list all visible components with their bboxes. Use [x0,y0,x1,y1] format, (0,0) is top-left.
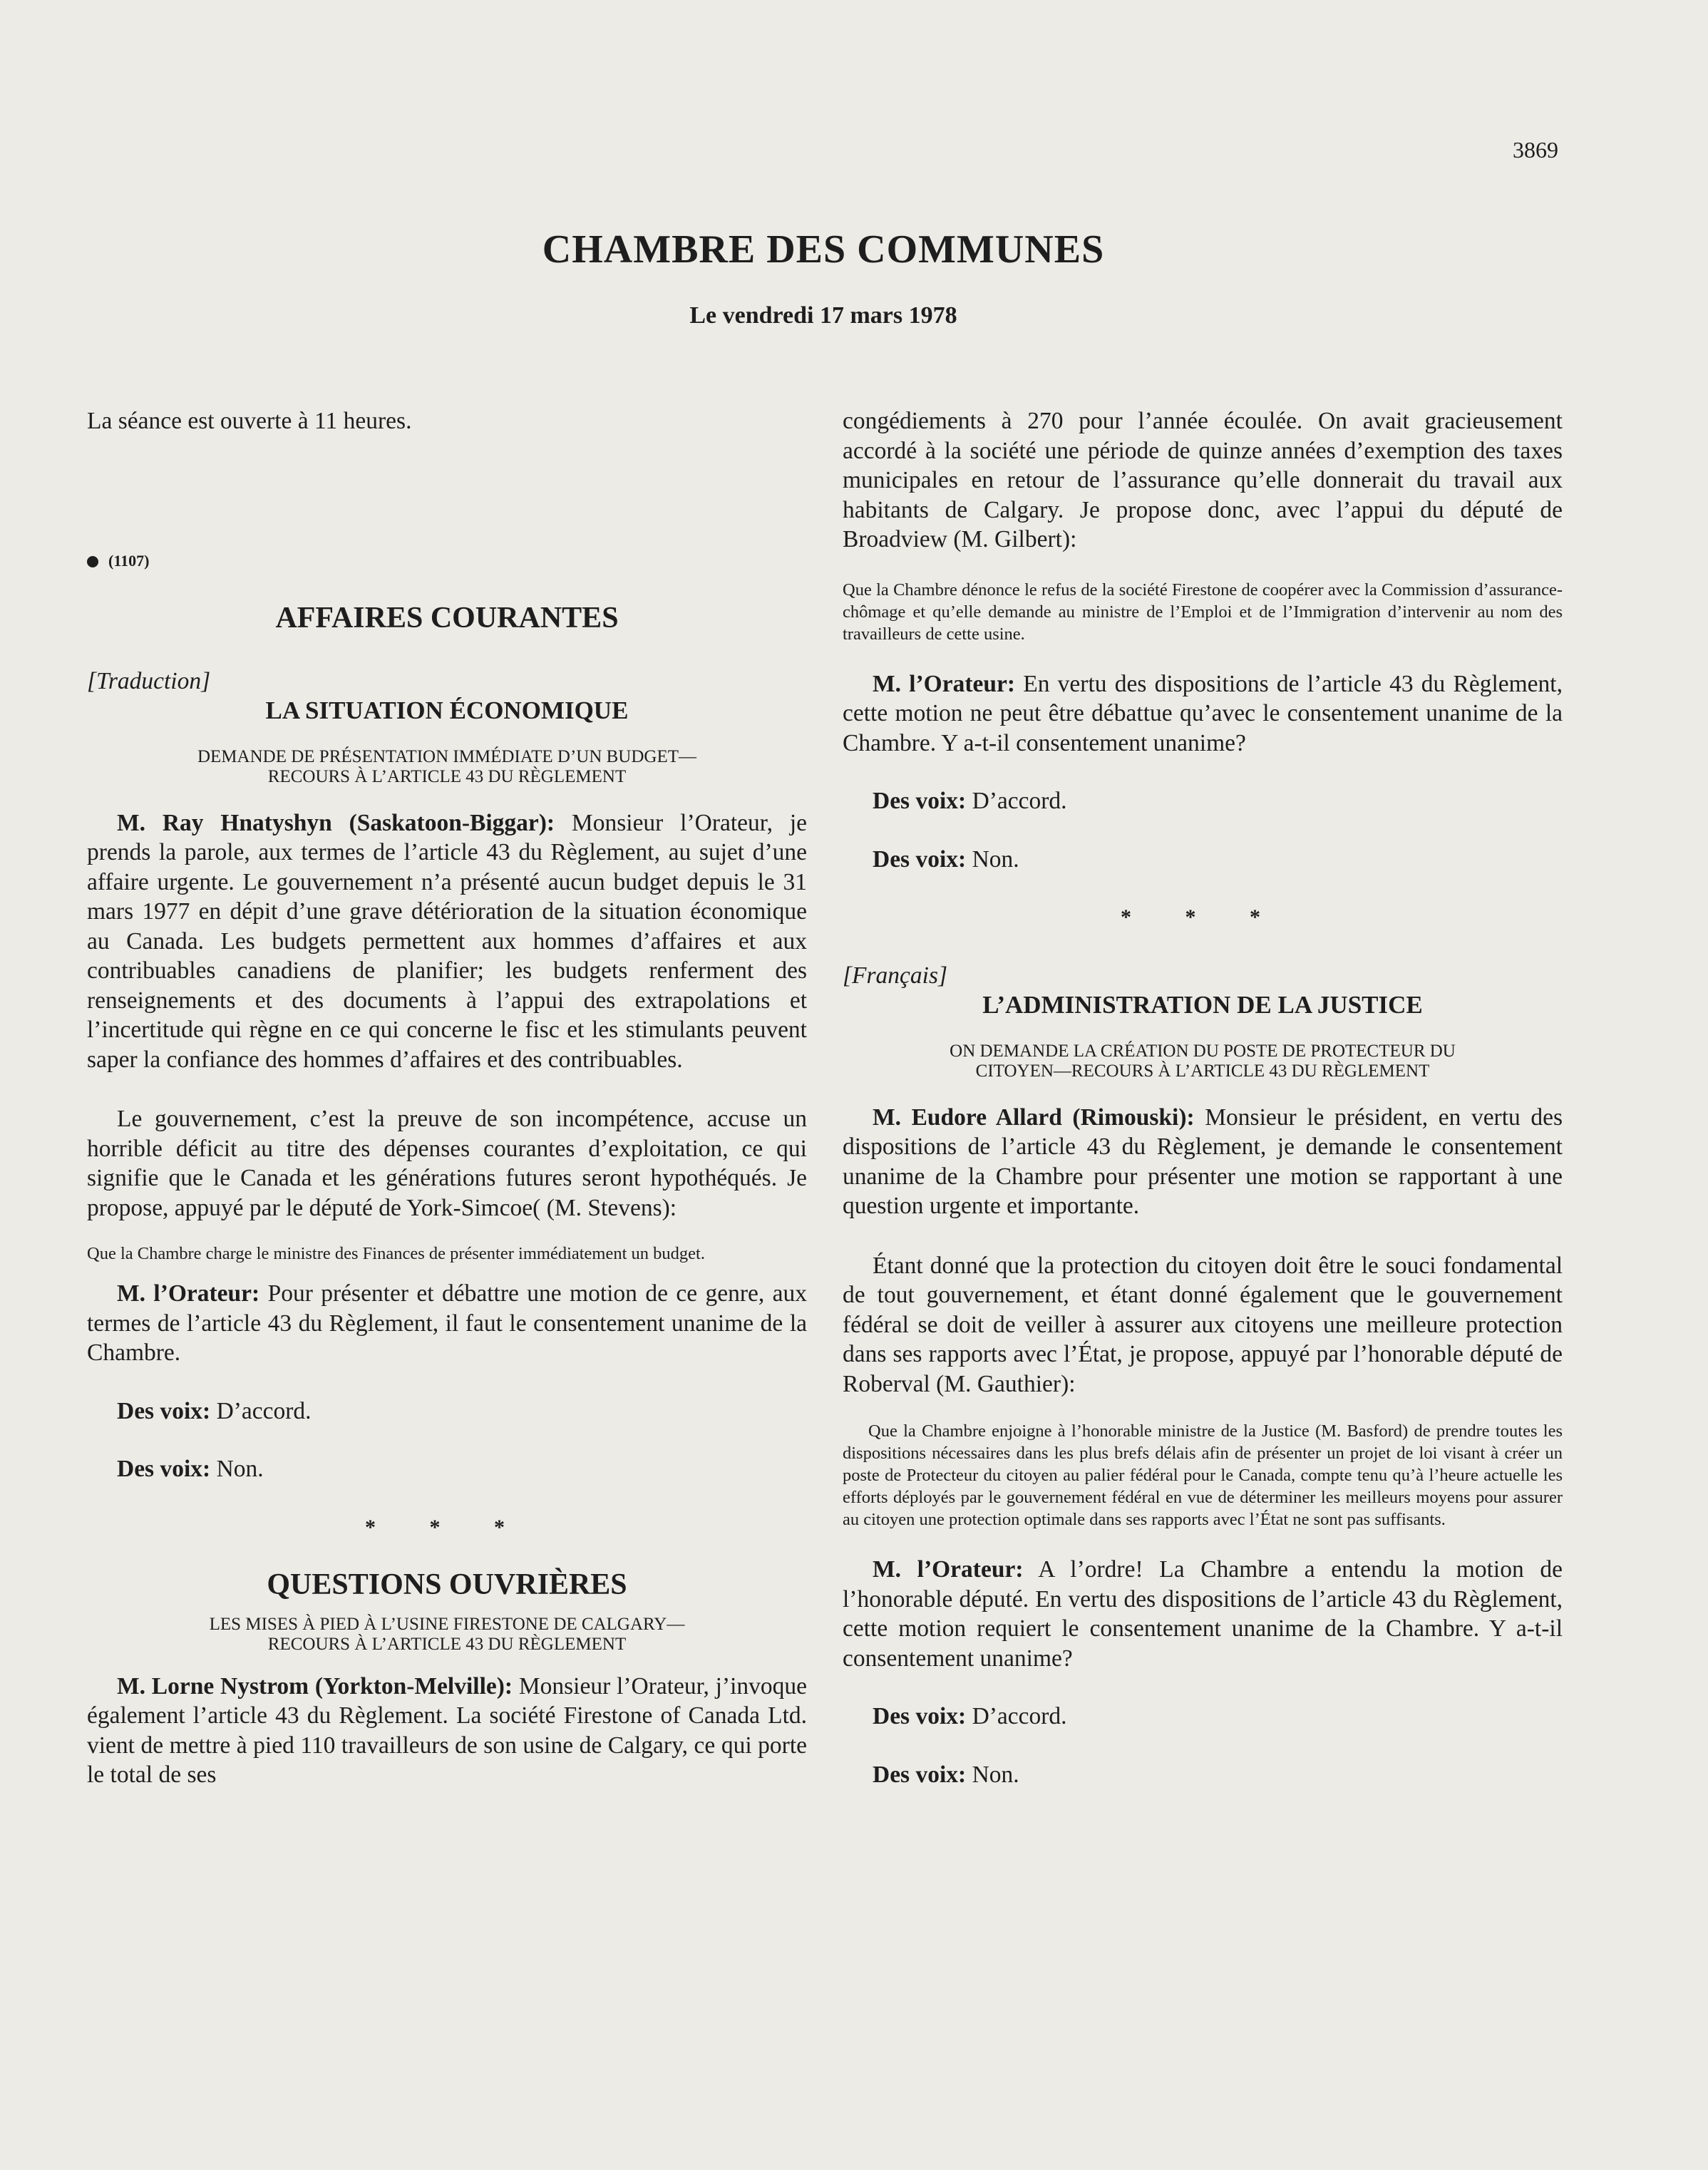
speaker-name: M. l’Orateur: [873,1556,1024,1583]
subtitle-line: RECOURS À L’ARTICLE 43 DU RÈGLEMENT [267,766,627,786]
time-marker [87,546,807,576]
response-text: D’accord. [966,1703,1067,1729]
speech-text: Monsieur le président, en vertu des dispositions de l’article 43 du Règlement, je demande le consentement unanime de la Chambre pour présenter une motion se rapportant à une question urgente et importante. [843,1104,1563,1219]
motion-text: Que la Chambre dénonce le refus de la société Firestone de coopérer avec la Commission d’assurance-chômage et qu’elle demande au ministre de l’Emploi et de l’Immigration d’intervenir au nom des travailleurs de cette usine. [843,580,1563,644]
voice-response [87,1454,807,1484]
response-text: Non. [966,845,1019,873]
speaker-name: M. l’Orateur: [117,1280,260,1307]
response-text: D’accord. [966,788,1067,814]
speech-paragraph [843,669,1563,759]
voice-response [843,845,1563,875]
speaker-name: Des voix: [873,1703,967,1729]
subsection-heading: L’ADMINISTRATION DE LA JUSTICE [982,991,1423,1019]
subtitle-line: DEMANDE DE PRÉSENTATION IMMÉDIATE D’UN BUDGET— [197,746,697,766]
subsection-heading: LA SITUATION ÉCONOMIQUE [265,696,629,724]
subsection-subtitle [87,747,807,787]
section-heading-questions-ouvrieres: QUESTIONS OUVRIÈRES [267,1568,627,1601]
speech-paragraph [87,1279,807,1368]
language-note: [Français] [843,962,948,989]
bullet-icon [87,556,98,567]
subtitle-line: CITOYEN—RECOURS À L’ARTICLE 43 DU RÈGLEMENT [975,1061,1430,1081]
section-separator: * * * [1121,905,1285,929]
speech-paragraph: Étant donné que la protection du citoyen doit être le souci fondamental de tout gouvernement, et étant donné également que le gouvernement fédéral se doit de veiller à assurer aux citoyens une meilleure protection dans ses rapports avec l’État, je propose, appuyé par l’honorable député de Roberval (M. Gauthier): [843,1252,1563,1397]
speech-paragraph [843,1103,1563,1221]
motion-text: Que la Chambre enjoigne à l’honorable ministre de la Justice (M. Basford) de prendre toutes les dispositions nécessaires dans les plus brefs délais afin de présenter un projet de loi visant à créer un poste de Protecteur du citoyen au palier fédéral pour le Canada, compte tenu qu’à l’heure actuelle les efforts déployés par le gouvernement fédéral en vue de déterminer les meilleurs moyens pour assurer au citoyen une protection optimale dans ses rapports avec l’État ne sont pas suffisants. [843,1421,1563,1529]
page-number: 3869 [1513,137,1558,163]
voice-response [87,1397,807,1426]
speech-text: Monsieur l’Orateur, je prends la parole, aux termes de l’article 43 du Règlement, au sujet d’une affaire urgente. Le gouvernement n’a présenté aucun budget depuis le 31 mars 1977 en dépit d’une grave détérioration de la situation économique au Canada. Les budgets permettent aux hommes d’affaires et aux contribuables canadiens de planifier; les budgets renferment des renseignements et des documents à l’appui des extrapolations et l’incertitude qui règne en ce qui concerne le fisc et les stimulants peuvent saper la confiance des hommes d’affaires et des contribuables. [87,809,807,1073]
speech-text: En vertu des dispositions de l’article 43 du Règlement, cette motion ne peut être débattue qu’avec le consentement unanime de la Chambre. Y a-t-il consentement unanime? [843,670,1563,756]
language-note: [Traduction] [87,667,211,694]
speaker-name: Des voix: [117,1397,211,1424]
speaker-name: M. Ray Hnatyshyn (Saskatoon-Biggar): [117,809,555,836]
sitting-date: Le vendredi 17 mars 1978 [689,302,957,329]
response-text: D’accord. [210,1397,312,1424]
subtitle-line: LES MISES À PIED À L’USINE FIRESTONE DE CALGARY— [209,1614,685,1634]
motion-text: Que la Chambre charge le ministre des Finances de présenter immédiatement un budget. [87,1244,705,1263]
subtitle-line: RECOURS À L’ARTICLE 43 DU RÈGLEMENT [267,1634,627,1654]
voice-response [843,786,1563,816]
section-separator: * * * [365,1515,529,1539]
speech-text: Monsieur l’Orateur, j’invoque également l’article 43 du Règlement. La société Firestone of Canada Ltd. vient de mettre à pied 110 travailleurs de son usine de Calgary, ce qui porte le total de ses [87,1672,807,1788]
speaker-name: Des voix: [117,1456,211,1482]
speech-text: A l’ordre! La Chambre a entendu la motion de l’honorable député. En vertu des dispositions de l’article 43 du Règlement, cette motion requiert le consentement unanime de la Chambre. Y a-t-il consentement unanime? [843,1556,1563,1672]
speaker-name: M. Eudore Allard (Rimouski): [873,1104,1195,1131]
subsection-subtitle [87,1615,807,1655]
right-column [843,406,1563,1789]
speaker-name: M. Lorne Nystrom (Yorkton-Melville): [117,1672,513,1700]
speaker-name: M. l’Orateur: [873,670,1016,697]
speaker-name: Des voix: [873,845,967,873]
speaker-name: Des voix: [873,1761,967,1788]
opening-line: La séance est ouverte à 11 heures. [87,408,412,434]
speech-paragraph [87,1672,807,1790]
left-column [87,406,807,1790]
time-marker-text: (1107) [108,551,150,570]
response-text: Non. [210,1456,264,1482]
speech-text: Pour présenter et débattre une motion de ce genre, aux termes de l’article 43 du Règlement, il faut le consentement unanime de la Chambre. [87,1280,807,1366]
speech-paragraph [843,1555,1563,1673]
subsection-subtitle [843,1042,1563,1081]
section-heading-affaires-courantes: AFFAIRES COURANTES [275,602,619,634]
voice-response [843,1760,1563,1790]
response-text: Non. [966,1761,1019,1788]
subtitle-line: ON DEMANDE LA CRÉATION DU POSTE DE PROTECTEUR DU [950,1041,1456,1061]
speech-paragraph [87,808,807,1075]
voice-response [843,1702,1563,1732]
speaker-name: Des voix: [873,788,967,814]
page-title: CHAMBRE DES COMMUNES [542,227,1105,272]
speech-paragraph: Le gouvernement, c’est la preuve de son incompétence, accuse un horrible déficit au titre des dépenses courantes d’exploitation, ce qui signifie que le Canada et les générations futures seront hypothéqués. Je propose, appuyé par le député de York-Simcoe( (M. Stevens): [87,1106,807,1221]
speech-paragraph: congédiements à 270 pour l’année écoulée. On avait gracieusement accordé à la société une période de quinze années d’exemption des taxes municipales en retour de l’assurance qu’elle donnerait du travail aux habitants de Calgary. Je propose donc, avec l’appui du député de Broadview (M. Gilbert): [843,408,1563,552]
